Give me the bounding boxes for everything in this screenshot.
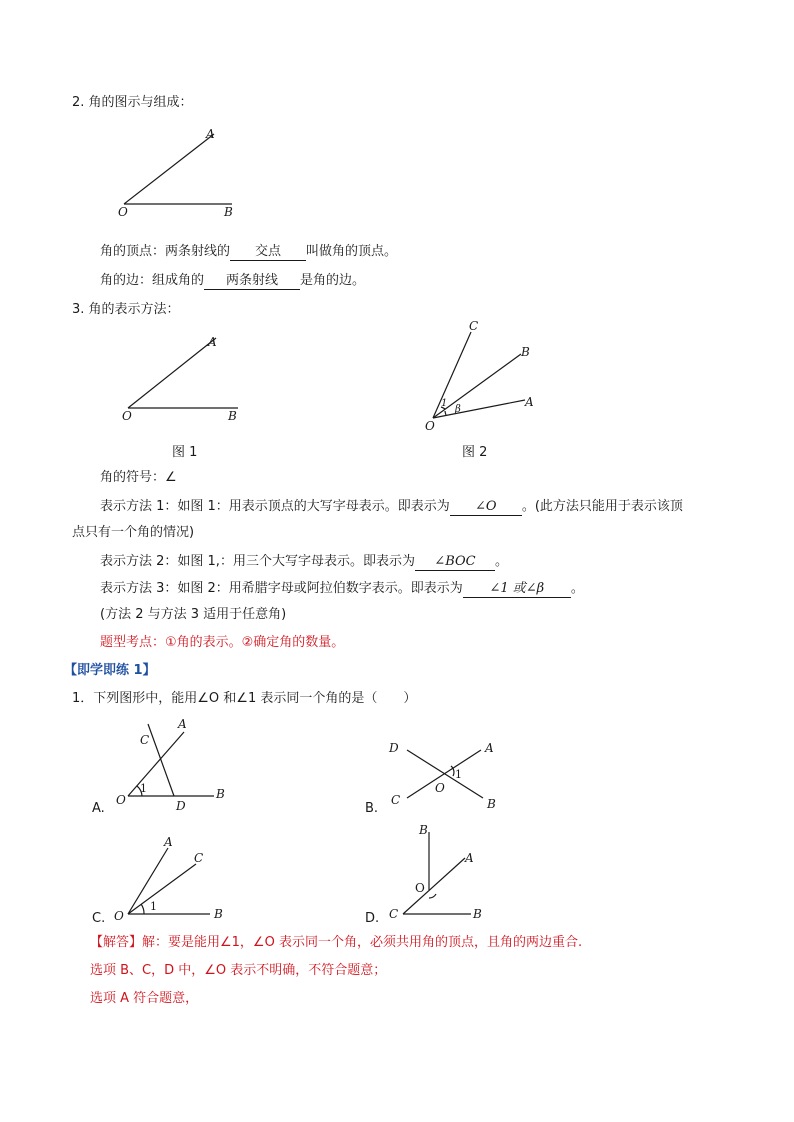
opt-a-label-d: D — [176, 799, 186, 813]
figure-angle-aob-top — [110, 124, 250, 224]
option-b-figure — [385, 736, 510, 816]
opt-b-label-b: B — [487, 797, 496, 811]
opt-b-label-a: A — [485, 741, 494, 755]
opt-a-label-b: B — [216, 787, 225, 801]
option-d-figure — [385, 818, 495, 921]
figure-2-caption: 图 2 — [462, 445, 488, 460]
fig2-label-1: 1 — [441, 398, 448, 409]
method-1-continued: 点只有一个角的情况) — [72, 525, 195, 540]
opt-b-label-d: D — [389, 741, 399, 755]
opt-d-label-b2: B — [473, 907, 482, 921]
figure-1-caption: 图 1 — [172, 445, 198, 460]
opt-c-label-1: 1 — [150, 900, 157, 913]
exam-points: 题型考点：①角的表示。②确定角的数量。 — [100, 635, 345, 650]
option-d-label: D. — [365, 911, 380, 926]
method-note: (方法 2 与方法 3 适用于任意角) — [100, 607, 287, 622]
label-b: B — [224, 205, 233, 219]
opt-d-label-o: O — [415, 881, 425, 895]
fig2-label-beta: β — [455, 404, 461, 415]
opt-a-label-a: A — [178, 717, 187, 731]
opt-a-label-1: 1 — [140, 782, 147, 795]
side-definition: 角的边：组成角的 两条射线 是角的边。 — [100, 273, 366, 288]
method-2: 表示方法 2：如图 1,：用三个大写字母表示。即表示为 ∠BOC 。 — [100, 554, 508, 569]
opt-c-label-c: C — [194, 851, 204, 865]
question-1: 1．下列图形中，能用∠O 和∠1 表示同一个角的是（ ） — [72, 691, 417, 706]
opt-b-label-1: 1 — [455, 768, 462, 781]
angle-symbol: 角的符号：∠ — [100, 470, 177, 485]
fig2-label-b: B — [521, 345, 530, 359]
fig1-label-a: A — [208, 335, 217, 349]
option-c-label: C. — [92, 911, 106, 926]
opt-b-label-c: C — [391, 793, 401, 807]
opt-c-label-b: B — [214, 907, 223, 921]
fig1-label-b: B — [228, 409, 237, 423]
answer-line-1: 【解答】解：要是能用∠1，∠O 表示同一个角，必须共用角的顶点，且角的两边重合. — [90, 935, 583, 950]
method-3: 表示方法 3：如图 2：用希腊字母或阿拉伯数字表示。即表示为 ∠1 或∠β 。 — [100, 581, 584, 596]
section-2-heading: 2. 角的图示与组成： — [72, 95, 193, 110]
option-a-label: A. — [92, 801, 105, 816]
fig2-label-a: A — [525, 395, 534, 409]
answer-line-2: 选项 B、C，D 中，∠O 表示不明确，不符合题意； — [90, 963, 387, 978]
method-1: 表示方法 1：如图 1：用表示顶点的大写字母表示。即表示为 ∠O 。(此方法只能用于表示该顶 — [100, 499, 683, 514]
answer-line-3: 选项 A 符合题意， — [90, 991, 199, 1006]
option-b-label: B. — [365, 801, 379, 816]
label-o: O — [118, 205, 128, 219]
opt-c-label-o: O — [114, 909, 124, 923]
figure-1 — [110, 330, 250, 430]
fig2-label-o: O — [425, 419, 435, 433]
fig1-label-o: O — [122, 409, 132, 423]
opt-b-label-o: O — [435, 781, 445, 795]
opt-d-label-c: C — [389, 907, 399, 921]
practice-heading: 【即学即练 1】 — [64, 663, 156, 678]
fig2-label-c: C — [469, 319, 479, 333]
opt-d-label-b: B — [419, 823, 428, 837]
opt-c-label-a: A — [164, 835, 173, 849]
side-blank: 两条射线 — [204, 273, 300, 290]
label-a: A — [206, 127, 215, 141]
vertex-blank: 交点 — [230, 244, 306, 261]
opt-a-label-c: C — [140, 733, 150, 747]
method-3-blank: ∠1 或∠β — [463, 581, 571, 598]
opt-d-label-a: A — [465, 851, 474, 865]
method-2-blank: ∠BOC — [415, 554, 495, 571]
opt-a-label-o: O — [116, 793, 126, 807]
option-c-figure — [110, 830, 235, 925]
option-a-figure — [110, 712, 240, 812]
method-1-blank: ∠O — [450, 499, 522, 516]
section-3-heading: 3. 角的表示方法： — [72, 302, 180, 317]
figure-2 — [415, 318, 555, 438]
vertex-definition: 角的顶点：两条射线的 交点 叫做角的顶点。 — [100, 244, 398, 259]
